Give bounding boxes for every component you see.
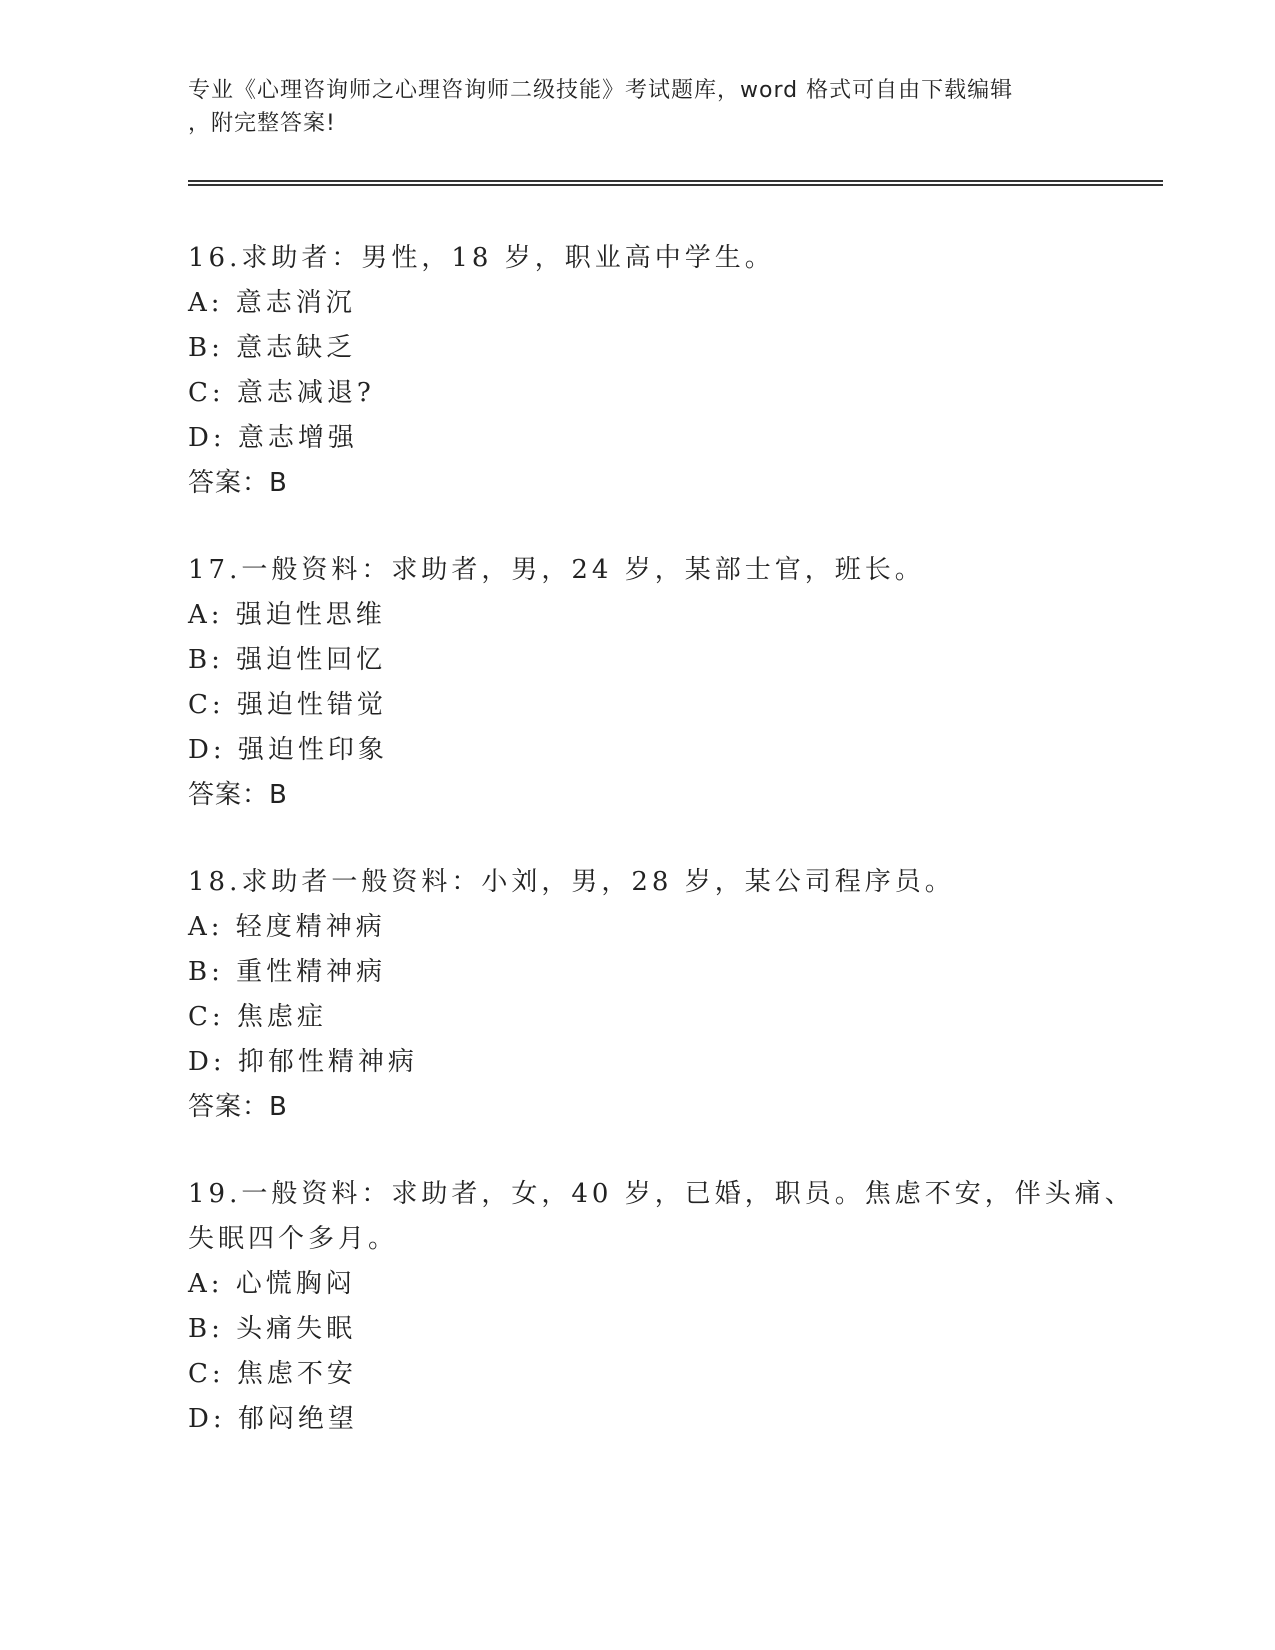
option-c: C: 焦虑不安 — [188, 1359, 357, 1389]
question-list — [188, 236, 1148, 1484]
option-d: D: 意志增强 — [188, 423, 358, 453]
option-a: A: 心慌胸闷 — [188, 1269, 356, 1299]
option-b: B: 重性精神病 — [188, 957, 387, 987]
question-stem: 16.求助者：男性，18 岁，职业高中学生。 — [188, 243, 775, 273]
option-c: C: 强迫性错觉 — [188, 690, 387, 720]
option-c: C: 意志减退? — [188, 378, 375, 408]
header-divider — [188, 180, 1163, 186]
option-a: A: 意志消沉 — [188, 288, 356, 318]
answer-label: 答案：B — [188, 468, 288, 498]
answer-label: 答案：B — [188, 1092, 288, 1122]
question-16 — [188, 236, 1148, 506]
option-b: B: 头痛失眠 — [188, 1314, 357, 1344]
option-d: D: 抑郁性精神病 — [188, 1047, 418, 1077]
header-line-1: 专业《心理咨询师之心理咨询师二级技能》考试题库，word 格式可自由下载编辑 — [188, 78, 1014, 103]
option-d: D: 强迫性印象 — [188, 735, 388, 765]
option-d: D: 郁闷绝望 — [188, 1404, 358, 1434]
header-line-2: ，附完整答案! — [188, 111, 336, 136]
question-stem: 17.一般资料：求助者，男，24 岁，某部士官，班长。 — [188, 555, 925, 585]
question-stem: 18.求助者一般资料：小刘，男，28 岁，某公司程序员。 — [188, 867, 955, 897]
option-a: A: 轻度精神病 — [188, 912, 386, 942]
question-stem: 19.一般资料：求助者，女，40 岁，已婚，职员。焦虑不安，伴头痛、失眠四个多月。 — [188, 1179, 1135, 1254]
question-17 — [188, 548, 1148, 818]
option-c: C: 焦虑症 — [188, 1002, 327, 1032]
document-header — [188, 74, 1088, 140]
option-b: B: 意志缺乏 — [188, 333, 357, 363]
question-19 — [188, 1172, 1148, 1442]
question-18 — [188, 860, 1148, 1130]
answer-label: 答案：B — [188, 780, 288, 810]
option-b: B: 强迫性回忆 — [188, 645, 387, 675]
option-a: A: 强迫性思维 — [188, 600, 386, 630]
